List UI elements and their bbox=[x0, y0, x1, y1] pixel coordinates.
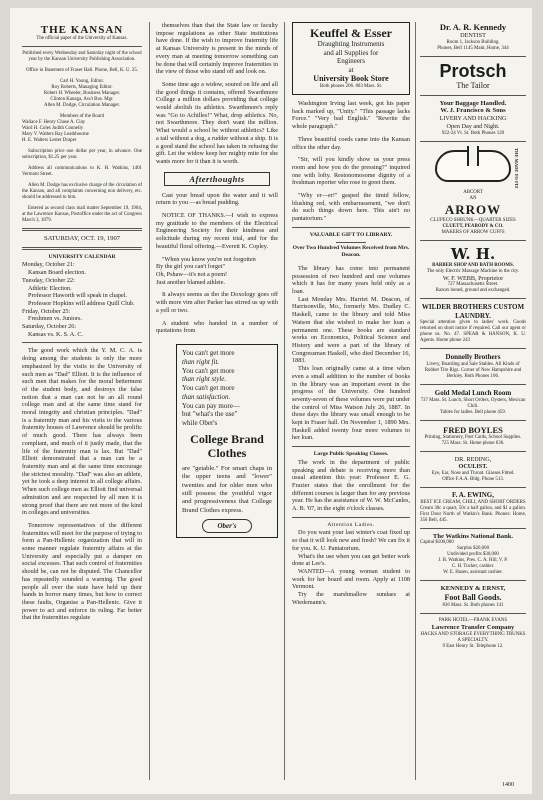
editorial-paragraph: The good work which the Y. M. C. A. is doing among the students is only the more emphasized by the visits to the University of such men as "Dad" Elliott. It is the influence of such men that makes for the moral betterment of the student body, and destroys the false notion that a man can not be an all round college man and at the same time stand for moral integrity and christian principles. "Dad" is a fraternity man and his visits to the various fraternity houses of Lawrence should be prolific of much good. There has always been compliant, and much of it justly made, that the life of the fraternity man is lax. But "Dad" Elliott demonstrated that a man can be a fraternity man and at the same time encourage the strictest morality. "Dad" was also an athlete, yet he took a deep interest in all college affairs. When such college men as Elliott find universal admiration and are respected by all men it is strong proof that there are not more of the kind in colleges and universities. bbox=[22, 347, 142, 517]
ad-line: Your Baggage Handled. bbox=[439, 99, 507, 107]
ad-line: J. B. Watkins, Pres. C. A. Hill, V. P. bbox=[438, 558, 508, 564]
ad-phones: 725 Mass. St. Home phone 636. bbox=[441, 440, 505, 446]
staff-line: Clinton Kanaga, Ass't Bus. Mgr. bbox=[50, 97, 114, 102]
ad-phones: Both phones 206. 803 Mass. St. bbox=[319, 84, 383, 89]
ad-headline: Foot Ball Goods. bbox=[444, 593, 502, 603]
ad-name: The Watkins National Bank. bbox=[432, 532, 514, 540]
arrow-brand: ARROW bbox=[444, 201, 502, 217]
ad-line: W. E. Hazen, assistant cashier. bbox=[443, 570, 503, 576]
calendar-item: Tuesday, October 22: bbox=[22, 276, 75, 284]
story-paragraph: Three beautiful coeds came into the Kansan office the other day. bbox=[292, 135, 410, 151]
editorial-paragraph: themselves than that the State law or faculty impose regulations as other State institutions have done. If the wish to improve fraternity life at Kansas University is present in the minds of every man at meeting tomorrow something can be done that will certainly improve fraternities in the view of those who stand off and look on. bbox=[156, 22, 278, 76]
kennedy-dentist-ad bbox=[420, 22, 526, 52]
ad-name: KENNEDY & ERNST, bbox=[440, 585, 506, 593]
calendar-item: Professor Hopkins will address Quill Club. bbox=[28, 299, 135, 307]
ad-phones: 922-24 Vt. St. Both Phones 120 bbox=[441, 130, 505, 136]
editorial-paragraph: Some time ago a widow, soured on life and all the good things it contains, offered Swarthmore College a million dollars providing that college would abolish its athletics. Swarthmore's reply was "Go to Achilles!" What, drop athletics. No, not Swarthmore. They don't want the million. What would a school be without athletics? Like a tail without a dog, a rudder without a ship. It is a good stand the school has taken in refusing the gift. Let the widow keep her mighty mite for she wants more for it than it is worth. bbox=[156, 80, 278, 165]
ad-body: Eye, Ear, Nose and Throat. Glasses Fitted. bbox=[431, 471, 515, 476]
ad-name: Protsch bbox=[439, 60, 507, 81]
ad-title: OCULIST. bbox=[458, 463, 488, 471]
ad-line: You can't get more bbox=[182, 366, 235, 375]
staff-line: Roy Roberts, Managing Editor. bbox=[51, 85, 113, 90]
wilder-laundry-ad bbox=[420, 303, 526, 344]
ad-line: CLUETT, PEABODY & CO. bbox=[442, 223, 504, 229]
ad-name: F. A. EWING, bbox=[452, 491, 494, 499]
subscription-note: Subscription price one dollar per year, in advance. One subscription, $1.25 per year. bbox=[22, 149, 142, 160]
ad-line: than right style. bbox=[182, 375, 227, 384]
ad-line: at bbox=[348, 65, 354, 74]
protsch-tailor-ad bbox=[420, 61, 526, 91]
ad-headline: BEST ICE CREAM, CHILI, AND SHORT ORDERS bbox=[420, 499, 526, 505]
story-paragraph: Washington Irving last week, got his paper back marked up, "Unity." "This passage lacks Force." "Very bad English." "Rewrite the whole paragraph." bbox=[292, 100, 410, 131]
calendar-item: Kansan Board election. bbox=[28, 269, 86, 277]
ad-name: Keuffel & Esser bbox=[310, 26, 392, 40]
ad-line: Razors honed, ground and exchanged. bbox=[435, 288, 511, 294]
afterthought-item: Cast your bread upon the water and it will return to you —as bread pudding. bbox=[156, 191, 278, 207]
page-number: 1400 bbox=[502, 782, 514, 788]
ad-body: Livery, Boarding and Sale Stables. All Kinds of Rubber Tire Rigs. Corner of New Hampshire and Berkley. Both Phones 106. bbox=[424, 362, 522, 379]
story-paragraph: "Why er—er!" gasped the timid fellow, blushing red, with embarrassment, "we don't do such things down here. This ain't no pantatorium." bbox=[292, 192, 410, 223]
afterthought-item: "When you know you're not forgotten By the girl you can't forget" Oh, Pshaw—it's not a poem! Just another blamed athlete. bbox=[156, 255, 256, 286]
afterthought-item: NOTICE OF THANKS.—I wish to express my gratitude to the members of the Electrical Engineering Society for their kindness and solicitude during my recent trial, and for the beautiful floral offering.—Everett K. Copley. bbox=[156, 212, 278, 250]
column-3 bbox=[292, 22, 410, 606]
collar-illustration bbox=[427, 146, 519, 190]
ad-line: W. J. Francisco & Sons bbox=[440, 107, 506, 115]
speaking-headline: Large Public Speaking Classes. bbox=[313, 451, 389, 458]
barber-monogram: W. H. bbox=[450, 244, 496, 263]
story-paragraph: "Sir, will you kindly show us your press room and how you do the pressing?" inquired one with lofty. Restonomosome dignity of a freshman reporter who rose to greet them. bbox=[292, 156, 410, 187]
fred-boyles-ad bbox=[420, 425, 526, 447]
ad-line: than satisfaction. bbox=[182, 392, 231, 401]
library-subhead: Over Two Hundred Volumes Received from Mrs. Deacon. bbox=[292, 244, 410, 259]
ad-line: than right fit. bbox=[182, 357, 220, 366]
column-rule bbox=[284, 22, 285, 780]
ad-line: AN bbox=[469, 195, 477, 201]
ad-line: MAKERS OF ARROW CUFFS bbox=[441, 229, 505, 235]
staff-list bbox=[22, 79, 142, 109]
ad-line: Undivided profits $30,000 bbox=[447, 552, 499, 558]
ad-name: Lawrence Transfer Company bbox=[431, 624, 515, 632]
calendar-title: UNIVERSITY CALENDAR bbox=[48, 253, 116, 260]
ad-body: 737 Mass. St. Lunch, Short Orders, Oysters, Mexican Chili. bbox=[420, 397, 526, 409]
calendar-list bbox=[22, 261, 142, 338]
board-line: Ward H. Coles Judith Connelly bbox=[22, 126, 84, 131]
column-2 bbox=[156, 22, 278, 538]
editorial-paragraph: Tomorrow representatives of the different fraternities will meet for the purpose of trying to form a Pan-Hellenic organization that will in some manner regulate fraternity affairs at the University and especially put a damper on social excesses. That such control of fraternities should be, can not be disputed. The Chancellor has repeatedly sounded a warning. The good people all over the state have held up their hands in horror many times, but how to correct these faults, Organise a Pan-Hellenic. Give it power to act and enforce its ruling. Far better that the fraternities regulate bbox=[22, 521, 142, 622]
ad-line: Capital $100,000 bbox=[420, 540, 454, 546]
ad-body: HACKS AND STORAGE EVERYTHING TRUNKS A SPECIALTY. bbox=[420, 631, 526, 643]
kennedy-ernst-ad bbox=[420, 585, 526, 609]
circulation-note: Allen M. Dodge has exclusive charge of the circulation of the Kansan, and all complaints concerning non delivery, etc. should be addressed to him. bbox=[22, 183, 142, 200]
ad-tagline: The Tailor bbox=[456, 80, 490, 90]
ad-title: DENTIST bbox=[460, 32, 486, 39]
column-4-ads bbox=[420, 22, 526, 650]
ad-name: WILDER BROTHERS CUSTOM LAUNDRY. bbox=[421, 303, 525, 320]
ad-name: Dr. A. R. Kennedy bbox=[439, 22, 507, 32]
masthead-subtitle: The official paper of the University of Kansas. bbox=[36, 36, 128, 41]
ad-line: C. H. Tucker, cashier. bbox=[451, 564, 495, 570]
ad-line: PARK HOTEL—FRANK EVANS bbox=[438, 618, 508, 624]
webb-barber-ad bbox=[420, 245, 526, 295]
afterthoughts-banner: Afterthoughts bbox=[164, 172, 270, 186]
afterthought-item: A student who handed in a number of quotations from bbox=[156, 319, 278, 335]
calendar-item: Freshmen vs. Juniors. bbox=[28, 315, 82, 323]
ad-line: ABCORT bbox=[463, 189, 483, 195]
calendar-item: Friday, October 25: bbox=[22, 307, 71, 315]
keuffel-esser-ad bbox=[292, 22, 410, 95]
ad-body: Cream 30c a quart, 50c a half gallon, and $1 a gallon. First Door North of Watkin's Bank. Phones: Home, 350 Bell, 445. bbox=[420, 505, 526, 523]
board-line: Wallace F. Henry Chase A. Clay bbox=[22, 120, 86, 125]
dr-reding-ad bbox=[420, 456, 526, 483]
ladies-paragraph: Do you want your last winter's coat fixed up so that it will look new and fresh? We can fix it for you. K. U. Pantatorium. bbox=[292, 529, 410, 552]
lawrence-transfer-ad bbox=[420, 618, 526, 650]
ad-name: BARBER SHOP AND BATH ROOMS. bbox=[432, 262, 514, 268]
ladies-headline: Attention Ladies. bbox=[327, 521, 375, 528]
office-note: Office in Basement of Fraser Hall. Phone, Bell, K. U. 25. bbox=[25, 68, 139, 73]
newspaper-page bbox=[10, 8, 532, 794]
afterthought-item: It always seems as tho the Doxology goes off with more vim after Parker has stirred us up with a yell or two. bbox=[156, 291, 278, 314]
ad-line: Engineers bbox=[337, 57, 365, 65]
column-rule bbox=[415, 22, 416, 780]
ad-phones: Tables for ladies. Bell phone 459. bbox=[440, 409, 506, 415]
ad-line: and all Supplies for bbox=[323, 48, 379, 57]
ad-phones: 9 East Henry St. Telephone 12. bbox=[442, 643, 504, 649]
ad-body: Printing, Stationery, Post Cards, School Supplies. bbox=[424, 434, 522, 440]
board-title: Members of the Board bbox=[59, 114, 105, 119]
ad-line: 727 Massachusetts Street. bbox=[447, 282, 499, 288]
ad-name: FRED BOYLES bbox=[443, 424, 503, 435]
entered-note: Entered as second class mail matter September 19, 1904, at the Lawrence Kansas, Postoffice under the act of Congress March 3, 1879. bbox=[22, 206, 142, 223]
ad-store: University Book Store bbox=[313, 74, 389, 83]
ad-phones: Office F.A.A. Bldg. Phone 513. bbox=[442, 477, 504, 482]
ad-line: You can pay more— bbox=[182, 401, 240, 410]
ad-line: You can't get more bbox=[182, 384, 235, 393]
arrow-collar-ad bbox=[420, 146, 526, 236]
donnelly-brothers-ad bbox=[420, 353, 526, 380]
staff-line: Robert H. Wheeler, Business Manager. bbox=[43, 91, 121, 96]
ad-line: while Ober's bbox=[182, 419, 218, 428]
ad-name: DR. REDING, bbox=[454, 455, 492, 463]
masthead-title: THE KANSAN bbox=[40, 24, 124, 36]
obers-logo: Ober's bbox=[202, 519, 252, 533]
ad-phones: Phones, Bell 1145 Main; Home, 344 bbox=[437, 45, 509, 51]
ad-line: Draughting Instruments bbox=[317, 40, 385, 48]
staff-line: Allen M. Dodge, Circulation Manager. bbox=[44, 103, 120, 108]
college-brand-ad bbox=[176, 344, 278, 538]
ad-body: are "getable." For smart chaps in the upper teens and "lower" twenties and for older men who still possess the youthful vigor and progressiveness that College Brand Clothes express. bbox=[182, 465, 272, 514]
staff-line: Carl H. Young, Editor. bbox=[60, 79, 104, 84]
column-rule bbox=[149, 22, 150, 780]
dateline: SATURDAY, OCT. 19, 1907 bbox=[43, 235, 121, 242]
library-paragraph: The library has come into permanent possession of two hundred and one volumes which it has for many years held only as a loan. bbox=[292, 264, 410, 296]
ad-line: Surplus $20,000 bbox=[456, 546, 490, 552]
communications-note: Address all communications to K. H. Watkins, 1401 Vermont Street. bbox=[22, 166, 142, 177]
collar-side-text: THE MADE TO FIT bbox=[514, 147, 519, 188]
column-1 bbox=[22, 22, 142, 622]
ladies-paragraph: What's the use when you can get better work done at Lee's. bbox=[292, 552, 410, 568]
library-paragraph: Last Monday Mrs. Harriet M. Deacon, of Harrisonville, Mo., formerly Mrs. Dudley C. Haskell, came to the library and told Miss Watson that she wished to make her loan a permanent one. These books are standard works on Economics, Political Science and History and were a part of the library of Congressman Haskell, who died December 16, 1883. bbox=[292, 295, 410, 365]
ad-line: W. F. WEBB, Proprietor bbox=[442, 274, 504, 282]
library-paragraph: This loan originally came at a time when even a small addition to the number of books in the library was an important event in the progress of the University. One hundred seventy-seven of these volumes were put under the control of Miss Watson July 26, 1887. In those days the library was small enough to be kept in Fraser hall. On November 1, 1890 Mrs. Haskell added twenty four more volumes to her loan. bbox=[292, 365, 410, 442]
calendar-item: Kansas vs. K. S. A. C. bbox=[28, 330, 84, 338]
ad-line: The only Electric Massage Machine in the city. bbox=[426, 268, 520, 274]
board-line: Mary V. Walters Ray Leathbourne bbox=[22, 132, 89, 137]
ad-name: Donnelly Brothers bbox=[445, 353, 501, 362]
watkins-bank-ad bbox=[420, 533, 526, 577]
library-headline: VALUABLE GIFT TO LIBRARY. bbox=[309, 231, 393, 238]
calendar-item: Athletic Election. bbox=[28, 284, 72, 292]
ewing-ice-cream-ad bbox=[420, 492, 526, 524]
ladies-paragraph: WANTED—A young woman student to work for her board and room. Apply at 1108 Vermont. bbox=[292, 567, 410, 591]
calendar-item: Professor Haworth will speak in chapel. bbox=[28, 292, 127, 300]
calendar-item: Monday, October 21: bbox=[22, 261, 75, 269]
ladies-paragraph: Try the marshmallow sundaes at Wiedemann's. bbox=[292, 591, 410, 606]
ad-phones: 836 Mass. St. Both phones 141 bbox=[442, 603, 504, 609]
ad-headline: College Brand Clothes bbox=[190, 432, 264, 461]
gold-medal-lunch-ad bbox=[420, 389, 526, 416]
board-line: H. E. Walters Lester Draper bbox=[22, 138, 77, 143]
ad-address: Room 1, Jackson Building. bbox=[446, 39, 500, 45]
ad-name: Gold Medal Lunch Room bbox=[434, 389, 512, 397]
ad-line: CLUPECO SHRUNK—QUARTER SIZES bbox=[430, 217, 516, 223]
ad-line: You can't get more bbox=[182, 348, 235, 357]
board-list bbox=[22, 120, 142, 144]
francisco-livery-ad bbox=[420, 100, 526, 137]
speaking-paragraph: The work in the department of public speaking and debate is receiving more than usual attention this year: Professor E. G. Frazier states that the enrollment for the different courses is larger than for any previous year. He has the assistance of W. W. McCanles, A. B. '07, in the eight o'clock classes. bbox=[292, 458, 410, 513]
ad-body: Special attention given to ladies' work. Goods returned on short notice if required. Call our agent or phone us. No. 47. SPEAR & HANSON, K. U. Agents. Home phone 243 bbox=[420, 320, 526, 344]
ad-line: but "what's the use" bbox=[182, 410, 238, 419]
ad-line: LIVERY AND HACKING bbox=[439, 115, 507, 123]
ad-line: Open Day and Night. bbox=[446, 122, 500, 130]
calendar-item: Saturday, October 26: bbox=[22, 323, 77, 331]
publishing-note: Published every Wednesday and Saturday night of the school year by the Kansan University Publishing Association. bbox=[22, 51, 142, 62]
